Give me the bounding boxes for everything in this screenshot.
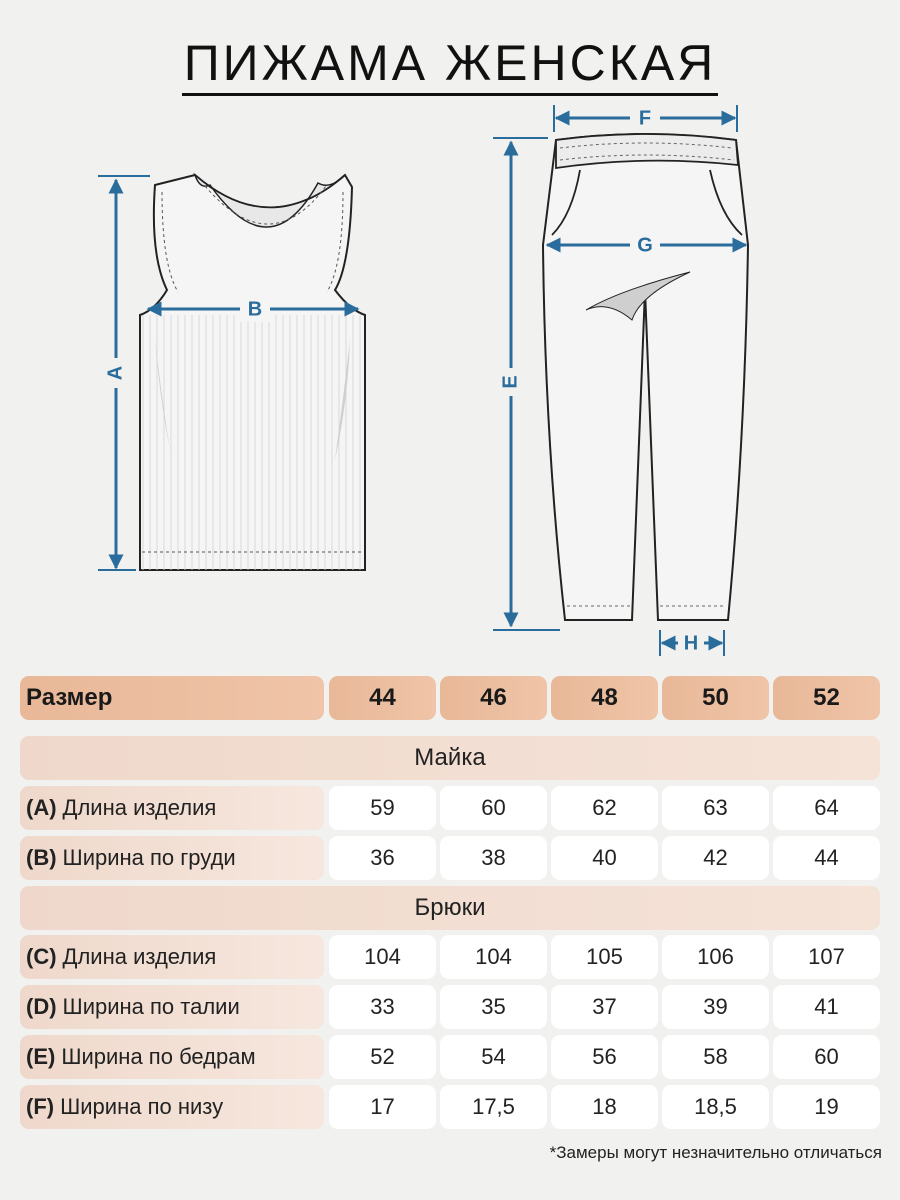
footnote: *Замеры могут незначительно отличаться [549,1143,882,1162]
table-cell: 104 [440,935,547,979]
row-code: (D) [26,994,57,1019]
table-cell: 35 [440,985,547,1029]
table-cell: 17,5 [440,1085,547,1129]
table-cell: 17 [329,1085,436,1129]
row-label-text: Длина изделия [62,795,217,820]
header-size-44: 44 [329,676,436,720]
row-code: (F) [26,1094,55,1119]
row-label-text: Ширина по талии [62,994,240,1019]
row-code: (E) [26,1044,56,1069]
table-cell: 56 [551,1035,658,1079]
table-cell: 59 [329,786,436,830]
table-cell: 62 [551,786,658,830]
table-cell: 33 [329,985,436,1029]
table-cell: 40 [551,836,658,880]
row-label-text: Длина изделия [62,944,217,969]
row-label [20,985,324,1029]
header-size-label: Размер [20,676,324,720]
page-title-text: ПИЖАМА ЖЕНСКАЯ [182,35,719,96]
table-cell: 37 [551,985,658,1029]
table-row [20,985,880,1029]
table-cell: 54 [440,1035,547,1079]
row-label [20,836,324,880]
dim-label-e: E [499,375,522,389]
table-cell: 105 [551,935,658,979]
table-cell: 104 [329,935,436,979]
header-size-48: 48 [551,676,658,720]
table-cell: 63 [662,786,769,830]
table-cell: 60 [440,786,547,830]
header-size-52: 52 [773,676,880,720]
table-cell: 39 [662,985,769,1029]
table-cell: 18,5 [662,1085,769,1129]
table-cell: 52 [329,1035,436,1079]
table-cell: 60 [773,1035,880,1079]
section-title-trousers: Брюки [20,886,880,930]
table-cell: 18 [551,1085,658,1129]
row-code: (C) [26,944,57,969]
table-row [20,786,880,830]
table-row [20,1085,880,1129]
dim-label-f: F [638,107,652,130]
table-cell: 41 [773,985,880,1029]
table-cell: 58 [662,1035,769,1079]
header-size-50: 50 [662,676,769,720]
tank-top-drawing [140,175,365,570]
table-header-row [20,676,880,720]
table-cell: 64 [773,786,880,830]
table-cell: 19 [773,1085,880,1129]
table-cell: 107 [773,935,880,979]
table-row [20,935,880,979]
table-cell: 42 [662,836,769,880]
section-title-tank-top: Майка [20,736,880,780]
trousers-drawing [543,134,748,620]
row-label-text: Ширина по груди [62,845,236,870]
row-code: (B) [26,845,57,870]
dim-label-b: B [247,298,263,321]
dim-label-g: G [637,234,653,257]
table-row [20,1035,880,1079]
table-row [20,836,880,880]
table-cell: 106 [662,935,769,979]
row-code: (A) [26,795,57,820]
row-label [20,786,324,830]
table-cell: 36 [329,836,436,880]
row-label [20,1085,324,1129]
table-cell: 38 [440,836,547,880]
header-size-46: 46 [440,676,547,720]
dim-label-h: H [683,632,699,655]
row-label [20,935,324,979]
row-label-text: Ширина по низу [60,1094,224,1119]
row-label-text: Ширина по бедрам [61,1044,256,1069]
row-label [20,1035,324,1079]
table-cell: 44 [773,836,880,880]
dim-label-a: A [104,365,127,381]
